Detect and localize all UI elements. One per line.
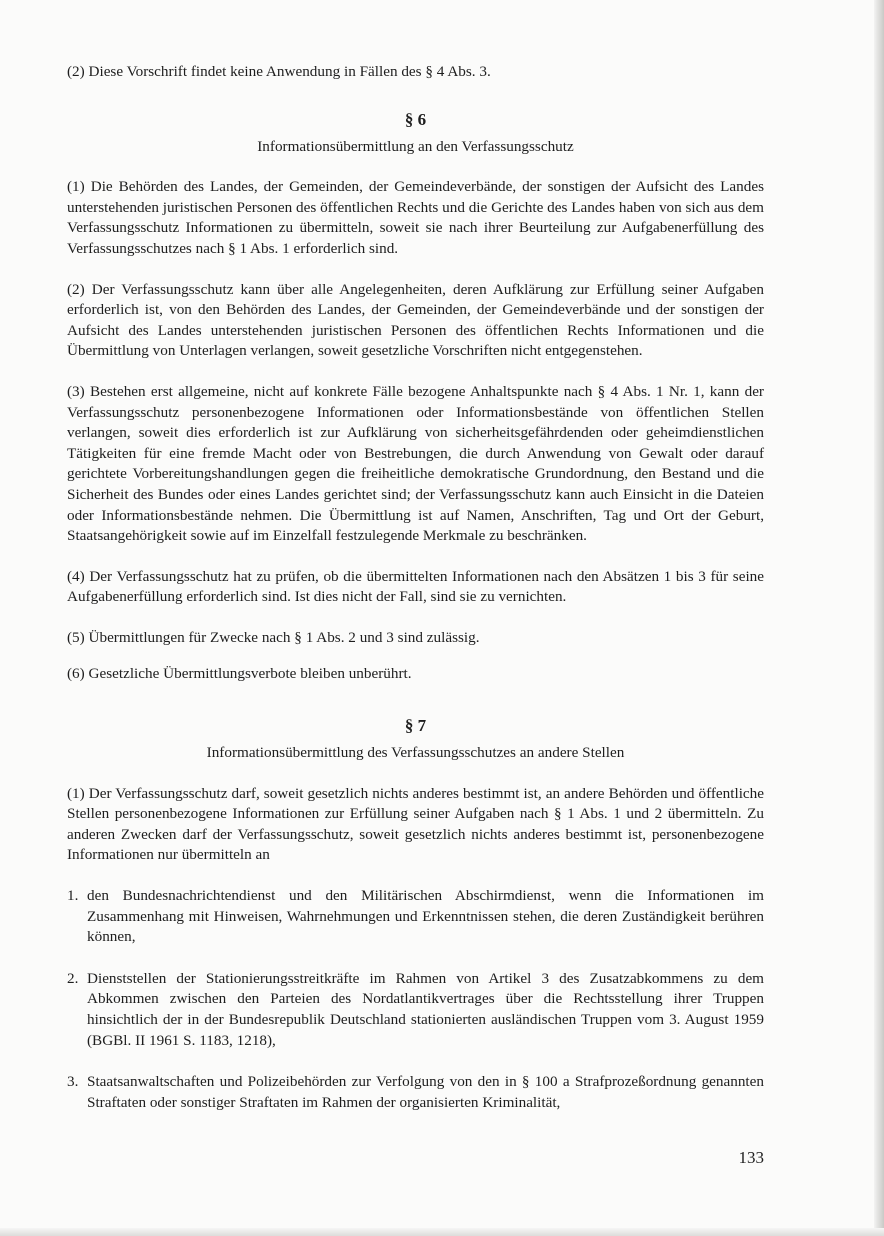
page-content [67, 62, 764, 1134]
section-6-paragraph-5: (5) Übermittlungen für Zwecke nach § 1 Abs. 2 und 3 sind zulässig. [67, 628, 480, 646]
list-item-text: Dienststellen der Stationierungsstreitkräfte im Rahmen von Artikel 3 des Zusatzabkommens zu dem Abkommen zwischen den Parteien des Nordatlantikvertrages über die Rechtsstellung ihrer Truppen hinsichtlich der in der Bundesrepublik Deutschland stationierten ausländischen Truppen vom 3. August 1959 (BGBl. II 1961 S. 1183, 1218), [87, 969, 764, 1049]
section-6-paragraph-1: (1) Die Behörden des Landes, der Gemeinden, der Gemeindeverbände, der sonstigen der Aufsicht des Landes unterstehenden juristischen Personen des öffentlichen Rechts und die Gerichte des Landes haben von sich aus dem Verfassungsschutz Informationen zu übermitteln, soweit sie nach ihrer Beurteilung zur Aufgabenerfüllung des Verfassungsschutzes nach § 1 Abs. 1 erforderlich sind. [67, 178, 764, 257]
section-6-paragraph-4: (4) Der Verfassungsschutz hat zu prüfen, ob die übermittelten Informationen nach den Absätzen 1 bis 3 für seine Aufgabenerfüllung erforderlich sind. Ist dies nicht der Fall, sind sie zu vernichten. [67, 567, 764, 606]
section-6-paragraph-3: (3) Bestehen erst allgemeine, nicht auf konkrete Fälle bezogene Anhaltspunkte nach § 4 Abs. 1 Nr. 1, kann der Verfassungsschutz personenbezogene Informationen oder Informationsbestände von öffentlichen Stellen verlangen, soweit dies erforderlich ist zur Aufklärung von sicherheitsgefährdenden oder geheimdienstlichen Tätigkeiten für eine fremde Macht oder von Bestrebungen, die durch Anwendung von Gewalt oder darauf gerichtete Vorbereitungshandlungen gegen die freiheitliche demokratische Grundordnung, den Bestand und die Sicherheit des Bundes oder eines Landes gerichtet sind; der Verfassungsschutz kann auch Einsicht in die Dateien oder Informationsbestände nehmen. Die Übermittlung ist auf Namen, Anschriften, Tag und Ort der Geburt, Staatsangehörigkeit sowie auf im Einzelfall festzulegende Merkmale zu beschränken. [67, 382, 764, 545]
section-6-number: § 6 [404, 109, 427, 129]
section-6-paragraph-2: (2) Der Verfassungsschutz kann über alle Angelegenheiten, deren Aufklärung zur Erfüllung seiner Aufgaben erforderlich ist, von den Behörden des Landes, der Gemeinden, der Gemeindeverbände und der sonstigen der Aufsicht des Landes unterstehenden juristischen Personen des öffentlichen Rechts Informationen und die Übermittlung von Unterlagen verlangen, soweit gesetzliche Vorschriften nicht entgegenstehen. [67, 280, 764, 360]
list-item-number: 1. [67, 887, 79, 905]
list-item-number: 3. [67, 1073, 79, 1091]
list-item-text: den Bundesnachrichtendienst und den Militärischen Abschirmdienst, wenn die Informationen im Zusammenhang mit Hinweisen, Wahrnehmungen und Erkenntnissen stehen, die deren Zuständigkeit berühren können, [87, 887, 764, 946]
list-item [67, 1072, 764, 1113]
list-item [67, 886, 764, 948]
section-7-title: Informationsübermittlung des Verfassungsschutzes an andere Stellen [206, 744, 625, 762]
section-7-number: § 7 [404, 716, 427, 736]
list-item-text: Staatsanwaltschaften und Polizeibehörden zur Verfolgung von den in § 100 a Strafprozeßordnung genannten Straftaten oder sonstiger Straftaten im Rahmen der organisierten Kriminalität, [87, 1073, 764, 1111]
intro-paragraph: (2) Diese Vorschrift findet keine Anwendung in Fällen des § 4 Abs. 3. [67, 63, 491, 80]
page-edge-shadow [874, 0, 884, 1236]
list-item-number: 2. [67, 969, 79, 987]
page-bottom-shadow [0, 1228, 884, 1236]
section-6-paragraph-6: (6) Gesetzliche Übermittlungsverbote bleiben unberührt. [67, 665, 412, 683]
page-number: 133 [738, 1148, 764, 1167]
list-item [67, 969, 764, 1051]
section-7-list [67, 886, 764, 1113]
section-6-title: Informationsübermittlung an den Verfassungsschutz [257, 137, 574, 155]
section-7-paragraph-1: (1) Der Verfassungsschutz darf, soweit gesetzlich nichts anderes bestimmt ist, an andere Behörden und öffentliche Stellen personenbezogene Informationen zur Erfüllung seiner Aufgaben nach § 1 Abs. 1 und 2 übermitteln. Zu anderen Zwecken darf der Verfassungsschutz, soweit gesetzlich nichts anderes bestimmt ist, personenbezogene Informationen nur übermitteln an [67, 784, 764, 864]
